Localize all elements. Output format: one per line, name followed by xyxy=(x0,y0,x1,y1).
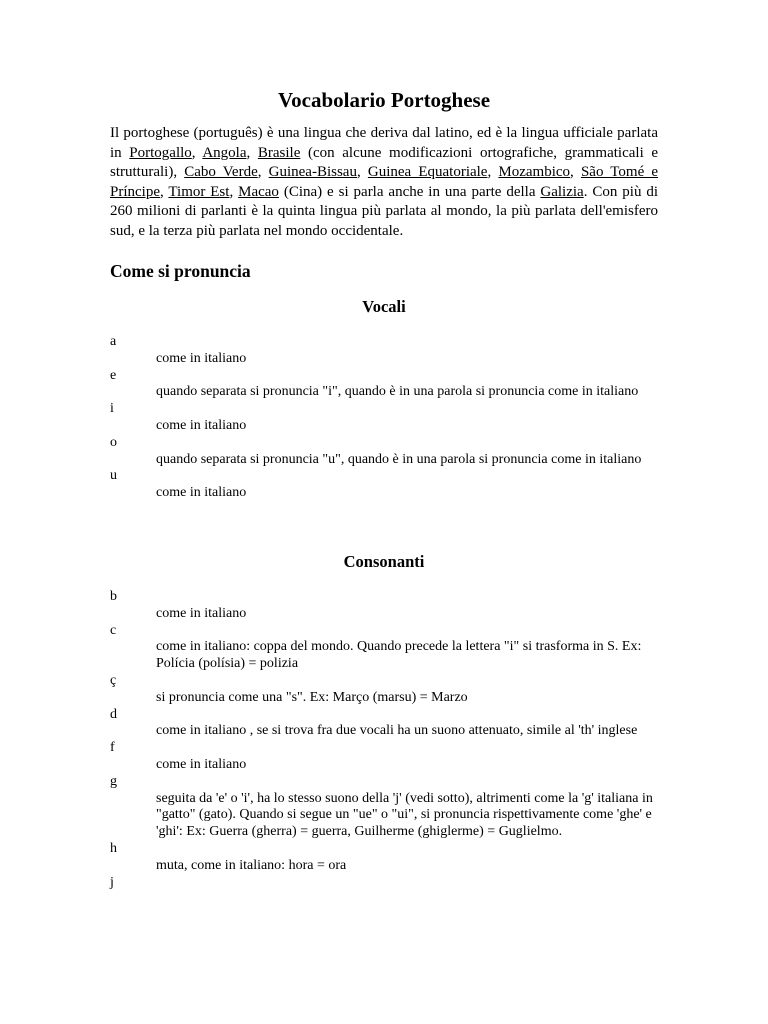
intro-text: , xyxy=(257,164,269,180)
link-cabo-verde[interactable]: Cabo Verde xyxy=(184,164,258,180)
link-galizia[interactable]: Galizia xyxy=(540,183,584,200)
link-mozambico[interactable]: Mozambico xyxy=(498,164,571,180)
letter-description: come in italiano xyxy=(156,417,247,433)
intro-text: Il portoghese (português) è una lingua che deriva dal latino, ed è la lingua ufficiale parlata in xyxy=(110,125,658,161)
link-timor-est[interactable]: Timor Est xyxy=(168,183,230,200)
link-macao[interactable]: Macao xyxy=(238,183,279,200)
letter-term: o xyxy=(110,434,117,450)
link-guinea-equatoriale[interactable]: Guinea Equatoriale xyxy=(367,164,488,180)
letter-term: h xyxy=(110,840,117,856)
letter-description: come in italiano xyxy=(156,485,247,501)
letter-description: muta, come in italiano: hora = ora xyxy=(156,857,347,873)
intro-text: , xyxy=(570,164,581,180)
letter-description: come in italiano , se si trova fra due vocali ha un suono attenuato, simile al 'th' inglese xyxy=(156,723,638,739)
link-brasile[interactable]: Brasile xyxy=(257,144,301,161)
letter-term: i xyxy=(110,401,114,417)
intro-text: , xyxy=(356,164,368,180)
letter-term: a xyxy=(110,334,117,349)
page-title: Vocabolario Portoghese xyxy=(277,88,491,112)
intro-text: , xyxy=(229,183,239,200)
letter-term: f xyxy=(110,740,115,756)
letter-description: quando separata si pronuncia "u", quando è in una parola si pronuncia come in italiano xyxy=(156,451,642,467)
letter-term: j xyxy=(110,874,114,890)
link-portogallo[interactable]: Portogallo xyxy=(129,144,192,161)
consonanti-list xyxy=(110,589,658,891)
letter-term: b xyxy=(110,589,117,604)
letter-description: come in italiano: coppa del mondo. Quando precede la lettera "i" si trasforma in S. Ex: Polícia (polísia) = polizia xyxy=(156,639,642,672)
letter-term: e xyxy=(110,367,117,383)
intro-text: , xyxy=(487,164,499,180)
consonanti-heading: Consonanti xyxy=(343,552,425,571)
intro-text: , xyxy=(160,183,169,200)
intro-text: (Cina) e si parla anche in una parte della xyxy=(278,183,541,200)
letter-term: g xyxy=(110,773,117,789)
vocali-heading: Vocali xyxy=(362,297,406,316)
letter-term: u xyxy=(110,468,117,484)
intro-text: , xyxy=(246,144,258,161)
letter-term: d xyxy=(110,706,117,722)
intro-paragraph xyxy=(110,124,658,241)
letter-term: c xyxy=(110,622,117,638)
letter-description: quando separata si pronuncia "i", quando è in una parola si pronuncia come in italiano xyxy=(156,384,639,400)
vocali-list xyxy=(110,334,658,502)
intro-text: , xyxy=(191,144,203,161)
link-angola[interactable]: Angola xyxy=(202,144,247,161)
intro-text: . Con più di 260 milioni di parlanti è la quinta lingua più parlata al mondo, la più parlata dell'emisfero sud, e la terza più parlata nel mondo occidentale. xyxy=(110,183,659,239)
letter-description: si pronuncia come una "s". Ex: Março (marsu) = Marzo xyxy=(156,689,468,705)
letter-description: come in italiano xyxy=(156,756,247,772)
section-heading: Come si pronuncia xyxy=(110,261,251,281)
link-guinea-bissau[interactable]: Guinea-Bissau xyxy=(268,164,357,180)
letter-description: come in italiano xyxy=(156,350,247,366)
letter-description: come in italiano xyxy=(156,605,247,621)
link-sao-tome[interactable]: São Tomé e Príncipe xyxy=(110,164,659,200)
letter-description: seguita da 'e' o 'i', ha lo stesso suono della 'j' (vedi sotto), altrimenti come la 'g' italiana in "gatto" (gato). Quando si segue un "ue" o "ui", si pronuncia rispettivamente come 'ghe' e 'ghi': Ex: Guerra (gherra) = guerra, Guilherme (ghiglerme) = Guglielmo. xyxy=(156,790,653,840)
intro-text: (con alcune modificazioni ortografiche, grammaticali e strutturali), xyxy=(110,144,659,180)
letter-term: ç xyxy=(110,672,117,688)
